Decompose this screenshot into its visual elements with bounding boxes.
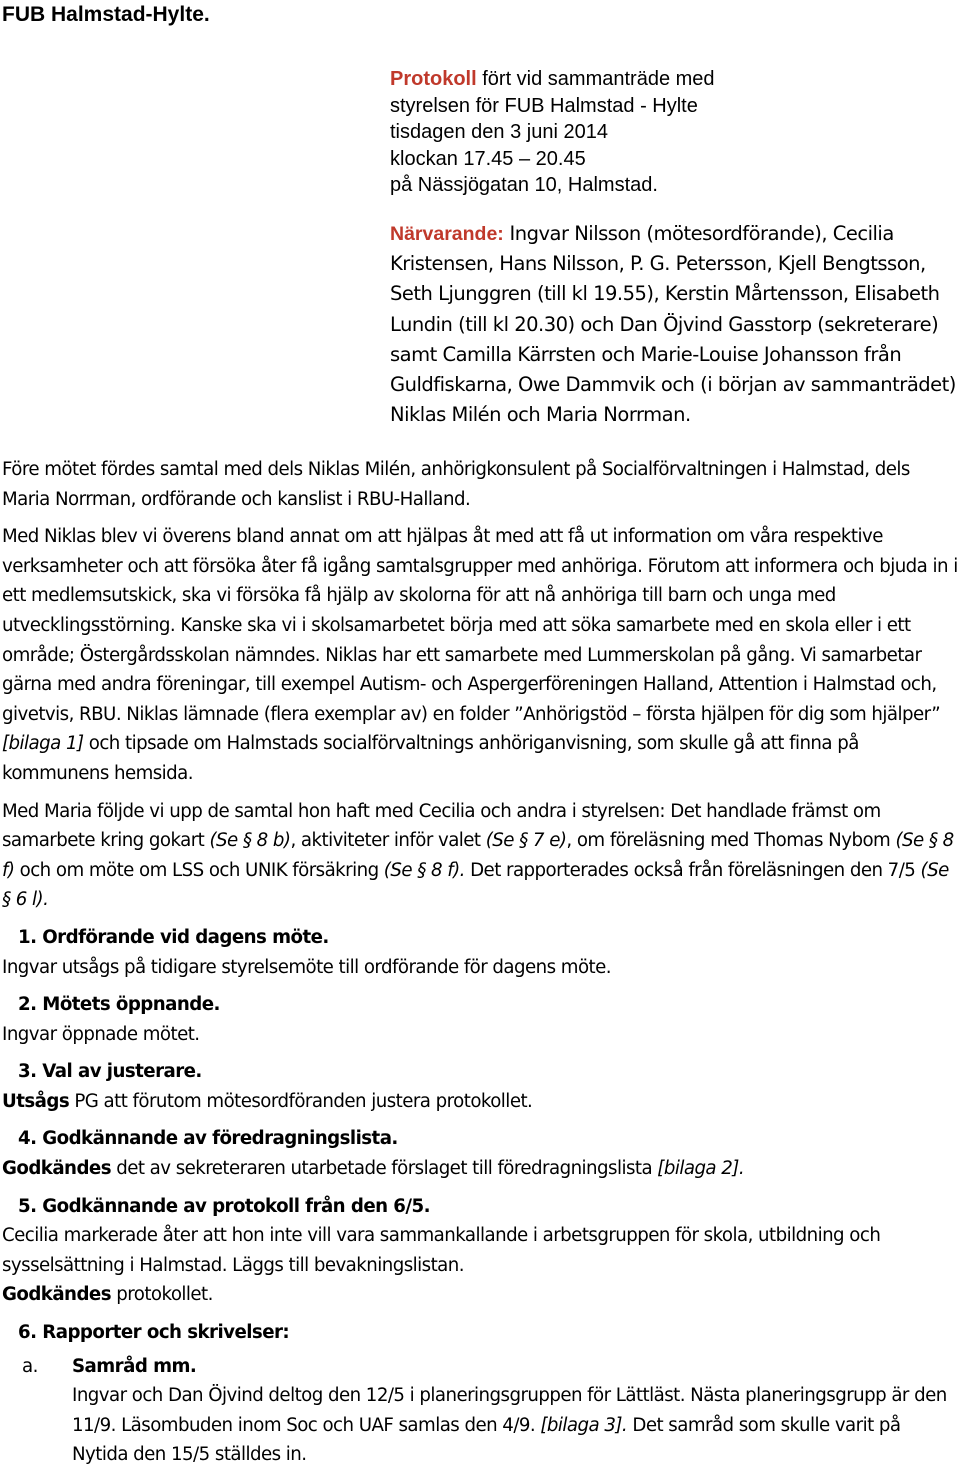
section-3 [2,1057,958,1116]
attachment-ref: [bilaga 1] [2,733,84,755]
attendees [390,219,958,430]
section-text: Cecilia markerade åter att hon inte vill vara sammankallande i arbetsgruppen för skola, utbildning och sysselsättning i Halmstad. Läggs till bevakningslistan. [2,1225,881,1276]
subsection-heading: Samråd mm. [72,1355,197,1377]
section-text: Ingvar utsågs på tidigare styrelsemöte till ordförande för dagens möte. [2,956,611,978]
section-heading: 6. Rapporter och skrivelser: [18,1322,290,1344]
intro-line-1: Protokoll fört vid sammanträde med [390,68,715,90]
paragraph-niklas: Med Niklas blev vi överens bland annat om att hjälpas åt med att få ut information om våra respektive verksamheter och att försöka åter få igång samtalsgrupper med anhöriga. Förutom att informera och bjuda in i ett medlemsutskick, ska vi försöka få hjälp av skolorna för att nå anhöriga till barn och unga med utvecklingsstörning. Kanske ska vi i skolsamarbetet börja med att söka samarbete med en skola eller i ett område; Östergårdsskolan nämndes. Niklas har ett samarbete med Lummerskolan på gång. Vi samarbetar gärna med andra föreningar, till exempel Autism- och Aspergerföreningen Halland, Attention i Halmstad och, givetvis, RBU. Niklas lämnade (flera exemplar av) en folder ”Anhörigstöd – första hjälpen för dig som hjälper” [bilaga 1] och tipsade om Halmstads socialförvaltnings anhöriganvisning, som skulle gå att finna på kommunens hemsida. [2,526,958,784]
intro-date: tisdagen den 3 juni 2014 [390,121,608,144]
paragraph-pre-meeting: Före mötet fördes samtal med dels Niklas Milén, anhörigkonsulent på Socialförvaltningen i Halmstad, dels Maria Norrman, ordförande och kanslist i RBU-Halland. [2,459,910,510]
section-ref: (Se § 8 b) [209,830,291,852]
protocol-intro [390,66,955,199]
attachment-ref: [bilaga 3]. [540,1414,628,1436]
protocol-label: Protokoll [390,68,477,90]
attendees-label: Närvarande: [390,223,504,245]
intro-place: på Nässjögatan 10, Halmstad. [390,174,658,197]
intro-time: klockan 17.45 – 20.45 [390,147,586,170]
section-decision: Godkändes protokollet. [2,1284,213,1306]
section-text: Utsågs PG att förutom mötesordföranden justera protokollet. [2,1090,533,1112]
subsection-letter: a. [22,1355,38,1377]
subsection-text: Ingvar och Dan Öjvind deltog den 12/5 i planeringsgruppen för Lättläst. Nästa planeringsgrupp är den 11/9. Läsombuden inom Soc och UAF samlas den 4/9. [bilaga 3]. Det samråd som skulle varit på Nytida den 15/5 ställdes in. [72,1385,947,1466]
section-text: Ingvar öppnade mötet. [2,1023,200,1045]
section-1 [2,923,958,982]
attachment-ref: [bilaga 2]. [657,1158,745,1180]
section-ref: (Se § 8 f) [2,830,954,881]
section-heading: 5. Godkännande av protokoll från den 6/5. [18,1195,430,1217]
section-ref: (Se § 8 f). [383,859,465,881]
section-text: Godkändes det av sekreteraren utarbetade förslaget till föredragningslista [bilaga 2]. [2,1158,745,1180]
section-heading: 3. Val av justerare. [18,1061,202,1083]
section-heading: 4. Godkännande av föredragningslista. [18,1128,398,1150]
section-heading: 2. Mötets öppnande. [18,994,220,1016]
paragraph-maria: Med Maria följde vi upp de samtal hon haft med Cecilia och andra i styrelsen: Det handlade främst om samarbete kring gokart (Se § 8 b), aktiviteter inför valet (Se § 7 e), om föreläsning med Thomas Nybom (Se § 8 f) och om möte om LSS och UNIK försäkring (Se § 8 f). Det rapporterades också från föreläsningen den 7/5 (Se § 6 l). [2,800,954,911]
section-ref: (Se § 7 e) [485,830,567,852]
section-heading: 1. Ordförande vid dagens möte. [18,926,329,948]
subsection-a [2,1352,958,1470]
section-5 [2,1192,958,1310]
document-title: FUB Halmstad-Hylte. [2,3,210,26]
intro-line-2: styrelsen för FUB Halmstad - Hylte [390,94,698,117]
attendees-text: Ingvar Nilsson (mötesordförande), Cecilia Kristensen, Hans Nilsson, P. G. Petersson, Kjell Bengtsson, Seth Ljunggren (till kl 19.55), Kerstin Mårtensson, Elisabeth Lundin (till kl 20.30) och Dan Öjvind Gasstorp (sekreterare) samt Camilla Kärrsten och Marie-Louise Johansson från Guldfiskarna, Owe Dammvik och (i början av sammanträdet) Niklas Milén och Maria Norrman. [390,222,956,427]
section-6 [2,1318,958,1348]
minutes-body [2,455,958,1470]
section-ref: (Se § 6 l). [2,859,949,911]
section-4 [2,1124,958,1183]
section-2 [2,990,958,1049]
